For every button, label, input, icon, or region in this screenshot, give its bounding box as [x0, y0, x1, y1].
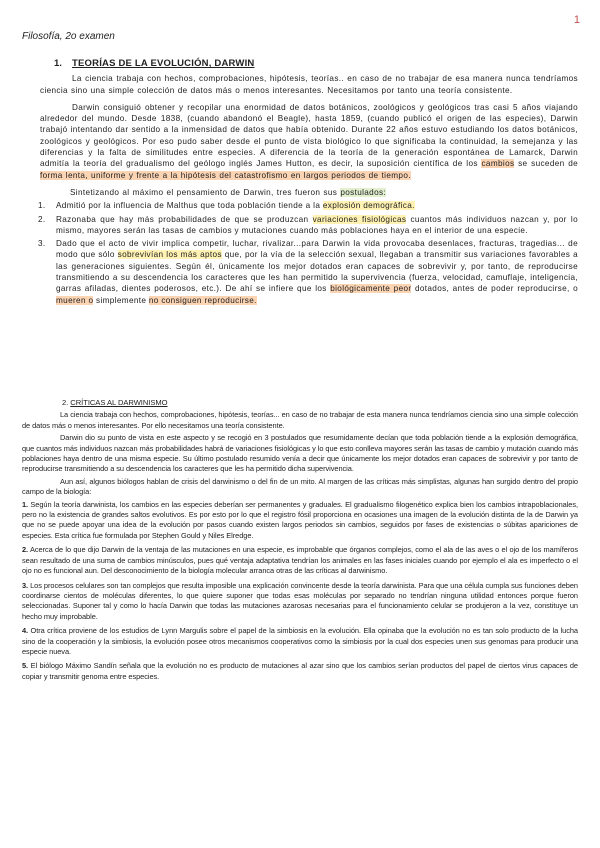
section-2-heading	[62, 398, 578, 408]
list-item: 3. Dado que el acto de vivir implica competir, luchar, rivalizar...para Darwin la vida provocaba desenlaces, fracturas, tragedias... de modo que sólo sobrevivían los más aptos que, por la vía de la selección sexual, llegaban a transmitir sus variaciones favorables a las generaciones siguientes. Según él, únicamente los mejor dotados eran capaces de sobrevivir y, por tanto, de reproducirse transmitiendo a su descendencia los caracteres que les han permitido la supervivencia (fuerza, velocidad, camuflaje, inteligencia, garras afiladas, dientes poderosos, etc.). De ahí se infiere que los biológicamente peor dotados, antes de poder reproducirse, o mueren o simplemente no consiguen reproducirse.	[38, 239, 579, 305]
paragraph: Aun así, algunos biólogos hablan de crisis del darwinismo o del fin de un mito. Al margen de las críticas más simplistas, algunas han surgido dentro del propio campo de la biología:	[22, 476, 578, 497]
list-item: 2. Razonaba que hay más probabilidades de que se produzcan variaciones fisiológicas cuantos más individuos nazcan y, por lo mismo, mayores serán las tasas de cambios y mutaciones cuando más poblaciones haya en el interior de una especie.	[38, 214, 579, 235]
highlight: no consiguen reproducirse.	[148, 295, 257, 305]
section-2-title: CRÍTICAS AL DARWINISMO	[70, 398, 168, 407]
section-evolution-theories	[40, 58, 578, 308]
section-criticisms	[22, 398, 578, 686]
highlight: biológicamente peor	[330, 284, 412, 294]
page-number: 1	[573, 14, 580, 26]
section-1-number: 1.	[54, 58, 62, 69]
highlight: explosión demográfica.	[322, 201, 415, 211]
highlight: mueren o	[56, 295, 94, 305]
list-item: 1. Admitió por la influencia de Malthus que toda población tiende a la explosión demográfica.	[38, 201, 415, 211]
highlight: variaciones fisiológicas	[312, 214, 407, 224]
section-2-number: 2.	[62, 398, 69, 407]
highlight: sobrevivían los más aptos	[117, 250, 222, 260]
paragraph: La ciencia trabaja con hechos, comprobaciones, hipótesis, teorías... en caso de no trabajar de esta manera nunca tendríamos ciencia sino una simple colección de datos más o menos interesantes. Por ello necesitamos una teoría consistente.	[22, 410, 578, 430]
highlight: forma lenta, uniforme y frente a la hipótesis del catastrofismo en largos periodos de tiempo.	[40, 170, 411, 180]
criticism-item: 2. Acerca de lo que dijo Darwin de la ventaja de las mutaciones en una especie, es improbable que órganos complejos, como el ala de las aves o el ojo de los mamíferos sean resultado de una suma de cambios minúsculos, pues qué ventaja adaptativa tendrían los animales en las fases iniciales cuando por ejemplo el ala es imperfecto o el ojo no es funcional aun. Del desconocimiento de la biología molecular arranca otras de las críticas al darwinismo.	[22, 545, 578, 576]
highlight: cambios	[481, 159, 515, 169]
criticism-item: 3. Los procesos celulares son tan complejos que resulta imposible una explicación convincente desde la teoría darwinista. Para que una célula cumpla sus funciones deben coordinarse cientos de moléculas diferentes, lo que quiere suponer que todas esas moléculas por separado no tendrían ninguna utilidad entonces porque fueron seleccionadas. Suponer tal y como lo hacía Darwin que todas las mutaciones azarosas necesarias para el funcionamiento celular se produjeron a la vez, constituye un hecho muy improbable.	[22, 580, 578, 621]
criticism-item: 1. Según la teoría darwinista, los cambios en las especies deberían ser permanentes y graduales. El gradualismo filogenético explica bien los cambios intrapoblacionales, pero no la existencia de grandes saltos evolutivos. Es por esto por lo que el registro fósil proporciona en ocasiones una imagen de la evolución distinta de la de Darwin ya que no se puede apoyar una idea de la evolución por pasos cuando existen largos periodos sin cambios, seguidos por fases de existencias o súbitas apariciones de especies. Esta crítica fue formulada por Stephen Gould y Niles Elredge.	[22, 499, 578, 540]
highlight: postulados:	[340, 187, 387, 197]
criticism-item: 5. El biólogo Máximo Sandín señala que la evolución no es producto de mutaciones al azar sino que los cambios serían productos del papel de ciertos virus capaces de copiar y transmitir genoma entre especies.	[22, 661, 578, 681]
paragraph: Darwin consiguió obtener y recopilar una enormidad de datos botánicos, zoológicos y geológicos tras casi 5 años viajando alrededor del mundo. Desde 1838, (cuando abandonó el Beagle), hasta 1859, (cuando publicó el origen de las especies), Darwin trabajó intentando dar sentido a la inmensidad de datos que había obtenido. Durante 22 años estuvo estudiando los datos botánicos, zoológicos y geológicos. Por eso pudo saber desde el punto de vista biológico lo que significaba la continuidad, la semejanza y las diferencias y la falta de similitudes entre especies. A diferencia de la teoría de la generación espontánea de Lamarck, Darwin admitía la teoría del gradualismo del geólogo inglés James Hutton, es decir, la suposición científica de los cambios se suceden de forma lenta, uniforme y frente a la hipótesis del catastrofismo en largos periodos de tiempo.	[40, 102, 579, 180]
postulates-list	[40, 200, 578, 306]
paragraph: La ciencia trabaja con hechos, comprobaciones, hipótesis, teorías.. en caso de no trabajar de esa manera nunca tendríamos ciencia sino una simple colección de datos más o menos interesantes. Necesitamos por tanto una teoría consistente.	[40, 74, 578, 95]
criticism-item: 4. Otra crítica proviene de los estudios de Lynn Margulis sobre el papel de la simbiosis en la evolución. Ella opinaba que la evolución no es tan solo producto de la lucha sino de la cooperación y la simbiosis, la evolución posee otros mecanismos cooperativos como la simbiosis por la cual dos especies unen sus genomas para producir una especie nueva.	[22, 626, 578, 656]
paragraph: Sintetizando al máximo el pensamiento de Darwin, tres fueron sus postulados:	[70, 187, 387, 197]
paragraph: Darwin dio su punto de vista en este aspecto y se recogió en 3 postulados que resumidamente decían que toda población tiende a la explosión demográfica, que cuantos más individuos nazcan más probabilidades habrá de variaciones fisiológicas y lo que esto conlleva mayores serán las tasas de cambio y mutación cuando más poblaciones haya dentro de una misma especie. Su último postulado resumido venía a decir que únicamente los mejor dotados eran capaces de sobrevivir y por tanto de reproducirse transmitiendo a su descendencia los caracteres que les ha permitido dicha supervivencia.	[22, 433, 578, 474]
section-1-heading	[54, 58, 578, 69]
document-header: Filosofía, 2o examen	[22, 31, 115, 42]
section-1-title: TEORÍAS DE LA EVOLUCIÓN, DARWIN	[72, 58, 255, 69]
